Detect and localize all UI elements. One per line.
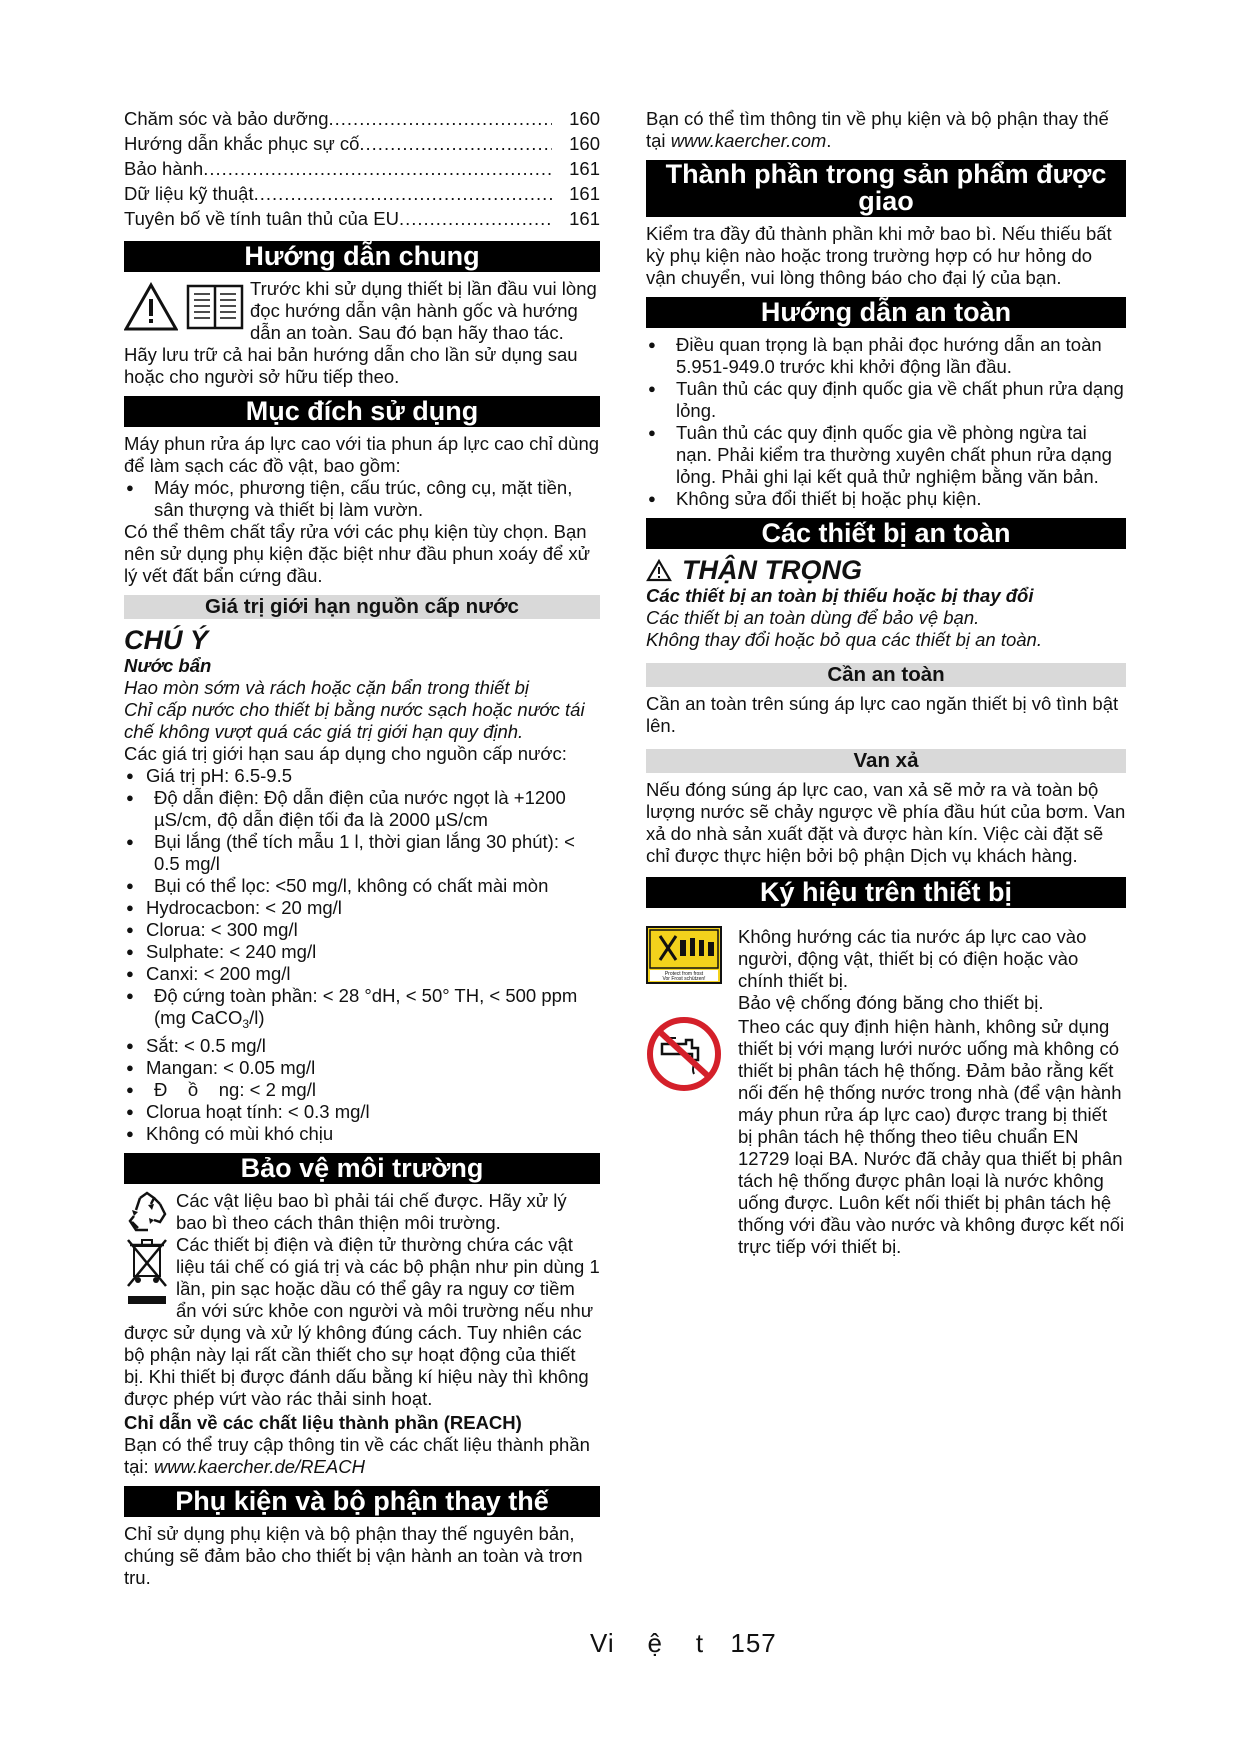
env-weee [124, 1234, 600, 1410]
toc-entry[interactable]: Tuyên bố về tính tuân thủ của EU ..... 161 [124, 208, 600, 233]
accessories-info: Bạn có thể tìm thông tin về phụ kiện và bộ phận thay thế tại www.kaercher.com. [646, 108, 1109, 151]
list-item: ● Mangan: < 0.05 mg/l [124, 1057, 600, 1079]
table-of-contents [124, 108, 600, 233]
symbol-frost-texts [738, 926, 1126, 1014]
notice-label: CHÚ Ý [124, 625, 209, 655]
list-item: ● Sắt: < 0.5 mg/l [124, 1035, 600, 1057]
section-heading-safety-devices: Các thiết bị an toàn [646, 518, 1126, 549]
symbol-no-drinking-water [646, 1016, 728, 1258]
list-item: ● Không sửa đổi thiết bị hoặc phụ kiện. [646, 488, 1126, 510]
list-item: ● Canxi: < 200 mg/l [124, 963, 600, 985]
page-footer [590, 1628, 777, 1658]
subheading-safety-latch: Cần an toàn [646, 663, 1126, 687]
list-item: ● Độ dẫn điện: Độ dẫn điện của nước ngọt là +1200 µS/cm, độ dẫn điện tối đa là 2000 µS/cm [124, 787, 600, 831]
env-packaging-text: Các vật liệu bao bì phải tái chế được. Hãy xử lý bao bì theo cách thân thiện môi trường. [176, 1190, 567, 1233]
section-heading-symbols: Ký hiệu trên thiết bị [646, 877, 1126, 908]
warning-triangle-icon [124, 282, 178, 332]
right-column [646, 108, 1126, 1258]
list-item: ● Bụi có thể lọc: <50 mg/l, không có chất mài mòn [124, 875, 600, 897]
list-item: ● Clorua: < 300 mg/l [124, 919, 600, 941]
general-notes [124, 278, 600, 344]
toc-entry[interactable]: Hướng dẫn khắc phục sự cố ..... 160 [124, 133, 600, 158]
water-limit-list [124, 765, 600, 1145]
symbol-frost-row [646, 926, 1126, 1014]
env-packaging [124, 1190, 600, 1234]
caution-label: THẬN TRỌNG [646, 555, 1126, 585]
symbol-text-spray: Không hướng các tia nước áp lực cao vào người, động vật, thiết bị có điện hoặc vào chính thiết bị. [738, 926, 1087, 991]
no-spray-frost-icon [646, 926, 722, 984]
left-column [124, 108, 600, 1589]
general-text-keep: Hãy lưu trữ cả hai bản hướng dẫn cho lần sử dụng sau hoặc cho người sở hữu tiếp theo. [124, 344, 578, 387]
reach-text: Bạn có thể truy cập thông tin về các chất liệu thành phần tại: www.kaercher.de/REACH [124, 1434, 590, 1477]
purpose-text: Có thể thêm chất tẩy rửa với các phụ kiện tùy chọn. Bạn nên sử dụng phụ kiện đặc biệt như đầu phun xoáy để xử lý vết đất bẩn cứng đầu. [124, 521, 591, 586]
list-item: ● Clorua hoạt tính: < 0.3 mg/l [124, 1101, 600, 1123]
footer-language: Vi ệ t [590, 1628, 705, 1658]
section-heading-accessories: Phụ kiện và bộ phận thay thế [124, 1486, 600, 1517]
section-heading-environment: Bảo vệ môi trường [124, 1153, 600, 1184]
symbol-frost [646, 926, 728, 1014]
list-item: ● Bụi lắng (thể tích mẫu 1 l, thời gian lắng 30 phút): < 0.5 mg/l [124, 831, 600, 875]
caution-line: Các thiết bị an toàn dùng để bảo vệ bạn. [646, 607, 980, 628]
general-text-read: Trước khi sử dụng thiết bị lần đầu vui lòng đọc hướng dẫn vận hành gốc và hướng dẫn an toàn. Sau đó bạn hãy thao tác. [250, 278, 597, 343]
subheading-overflow-valve: Van xả [646, 749, 1126, 773]
manual-book-icon [186, 282, 244, 332]
list-item: ● Tuân thủ các quy định quốc gia về phòng ngừa tai nạn. Phải kiểm tra thường xuyên chất phun rửa dạng lỏng. Phải ghi lại kết quả thử nghiệm bằng văn bản. [646, 422, 1126, 488]
list-item: ● Hydrocacbon: < 20 mg/l [124, 897, 600, 919]
footer-page-number: 157 [730, 1628, 777, 1658]
toc-entry[interactable]: Bảo hành ..... 161 [124, 158, 600, 183]
symbol-drinking-water-row [646, 1016, 1126, 1258]
svg-text:Vor Frost schützen!: Vor Frost schützen! [662, 976, 706, 982]
notice-line: Chỉ cấp nước cho thiết bị bằng nước sạch hoặc nước tái chế không vượt quá các giá trị giới hạn quy định. [124, 699, 585, 742]
caution-title: Các thiết bị an toàn bị thiếu hoặc bị thay đổi [646, 585, 1034, 606]
purpose-bullet: ● Máy móc, phương tiện, cấu trúc, công cụ, mặt tiền, sân thượng và thiết bị làm vườn. [124, 477, 600, 521]
crossed-bin-icon [124, 1236, 170, 1310]
latch-text: Cần an toàn trên súng áp lực cao ngăn thiết bị vô tình bật lên. [646, 693, 1119, 736]
section-heading-delivery: Thành phần trong sản phẩm được giao [646, 160, 1126, 217]
list-item: ● Sulphate: < 240 mg/l [124, 941, 600, 963]
notice-title: Nước bẩn [124, 655, 212, 676]
valve-text: Nếu đóng súng áp lực cao, van xả sẽ mở ra và toàn bộ lượng nước sẽ chảy ngược về phía đầu hút của bơm. Van xả do nhà sản xuất đặt và được hàn kín. Việc cài đặt sẽ chỉ được thực hiện bởi bộ phận Dịch vụ khách hàng. [646, 779, 1126, 866]
toc-entry[interactable]: Dữ liệu kỹ thuật ..... 161 [124, 183, 600, 208]
section-heading-safety: Hướng dẫn an toàn [646, 297, 1126, 328]
list-item: ● Điều quan trọng là bạn phải đọc hướng dẫn an toàn 5.951-949.0 trước khi khởi động lần đầu. [646, 334, 1126, 378]
list-item-hardness: ● Độ cứng toàn phần: < 28 °dH, < 50° TH, < 500 ppm (mg CaCO$_3$/l) [124, 985, 600, 1035]
list-item: ● Không có mùi khó chịu [124, 1123, 600, 1145]
symbol-text-frost: Bảo vệ chống đóng băng cho thiết bị. [738, 992, 1044, 1013]
list-item: ● Giá trị pH: 6.5-9.5 [124, 765, 600, 787]
symbol-text-system-separator: Theo các quy định hiện hành, không sử dụng thiết bị với mạng lưới nước uống mà không có thiết bị phân tách hệ thống. Đảm bảo rằng kết nối đến hệ thống nước trong nhà (để vận hành máy phun rửa áp lực cao) được trang bị thiết bị phân tách hệ thống theo tiêu chuẩn EN 12729 loại BA. Nước đã chảy qua thiết bị phân tách hệ thống được phân loại là nước không uống được. Luôn kết nối thiết bị phân tách hệ thống với đầu vào nước và không được kết nối trực tiếp với thiết bị. [738, 1016, 1125, 1257]
water-intro: Các giá trị giới hạn sau áp dụng cho nguồn cấp nước: [124, 743, 567, 764]
notice-line: Hao mòn sớm và rách hoặc cặn bẩn trong thiết bị [124, 677, 530, 698]
svg-text:Protect from frost: Protect from frost [664, 971, 704, 977]
general-icons [124, 278, 244, 344]
list-item: ● Tuân thủ các quy định quốc gia về chất phun rửa dạng lỏng. [646, 378, 1126, 422]
caution-line: Không thay đổi hoặc bỏ qua các thiết bị an toàn. [646, 629, 1042, 650]
delivery-text: Kiểm tra đầy đủ thành phần khi mở bao bì. Nếu thiếu bất kỳ phụ kiện nào hoặc trong trường hợp có hư hỏng do vận chuyển, vui lòng thông báo cho đại lý của bạn. [646, 223, 1112, 288]
kaercher-link[interactable]: www.kaercher.com [670, 130, 827, 151]
purpose-intro: Máy phun rửa áp lực cao với tia phun áp lực cao chỉ dùng để làm sạch các đồ vật, bao gồm: [124, 433, 600, 476]
env-weee-text: Các thiết bị điện và điện tử thường chứa các vật liệu tái chế có giá trị và các bộ phận như pin dùng 1 lần, pin sạc hoặc dầu có thể gây ra nguy cơ tiềm ẩn với sức khỏe con người và môi trường nếu như được sử dụng và xử lý không đúng cách. Tuy nhiên các bộ phận này lại rất cần thiết cho sự hoạt động của thiết bị. Khi thiết bị được đánh dấu bằng kí hiệu này thì không được phép vứt vào rác thải sinh hoạt. [124, 1234, 600, 1409]
no-direct-connection-icon [646, 1016, 722, 1092]
reach-title: Chỉ dẫn về các chất liệu thành phần (REACH) [124, 1412, 522, 1433]
list-item: ● Đ ồ ng: < 2 mg/l [124, 1079, 600, 1101]
reach-link[interactable]: www.kaercher.de/REACH [153, 1456, 365, 1477]
section-heading-general: Hướng dẫn chung [124, 241, 600, 272]
safety-list [646, 334, 1126, 510]
accessories-text: Chỉ sử dụng phụ kiện và bộ phận thay thế nguyên bản, chúng sẽ đảm bảo cho thiết bị vận hành an toàn và trơn tru. [124, 1523, 583, 1588]
recycling-icon [124, 1190, 170, 1234]
warning-triangle-icon [646, 559, 672, 582]
section-heading-purpose: Mục đích sử dụng [124, 396, 600, 427]
toc-entry[interactable]: Chăm sóc và bảo dưỡng ..... 160 [124, 108, 600, 133]
section-heading-water: Giá trị giới hạn nguồn cấp nước [124, 595, 600, 619]
